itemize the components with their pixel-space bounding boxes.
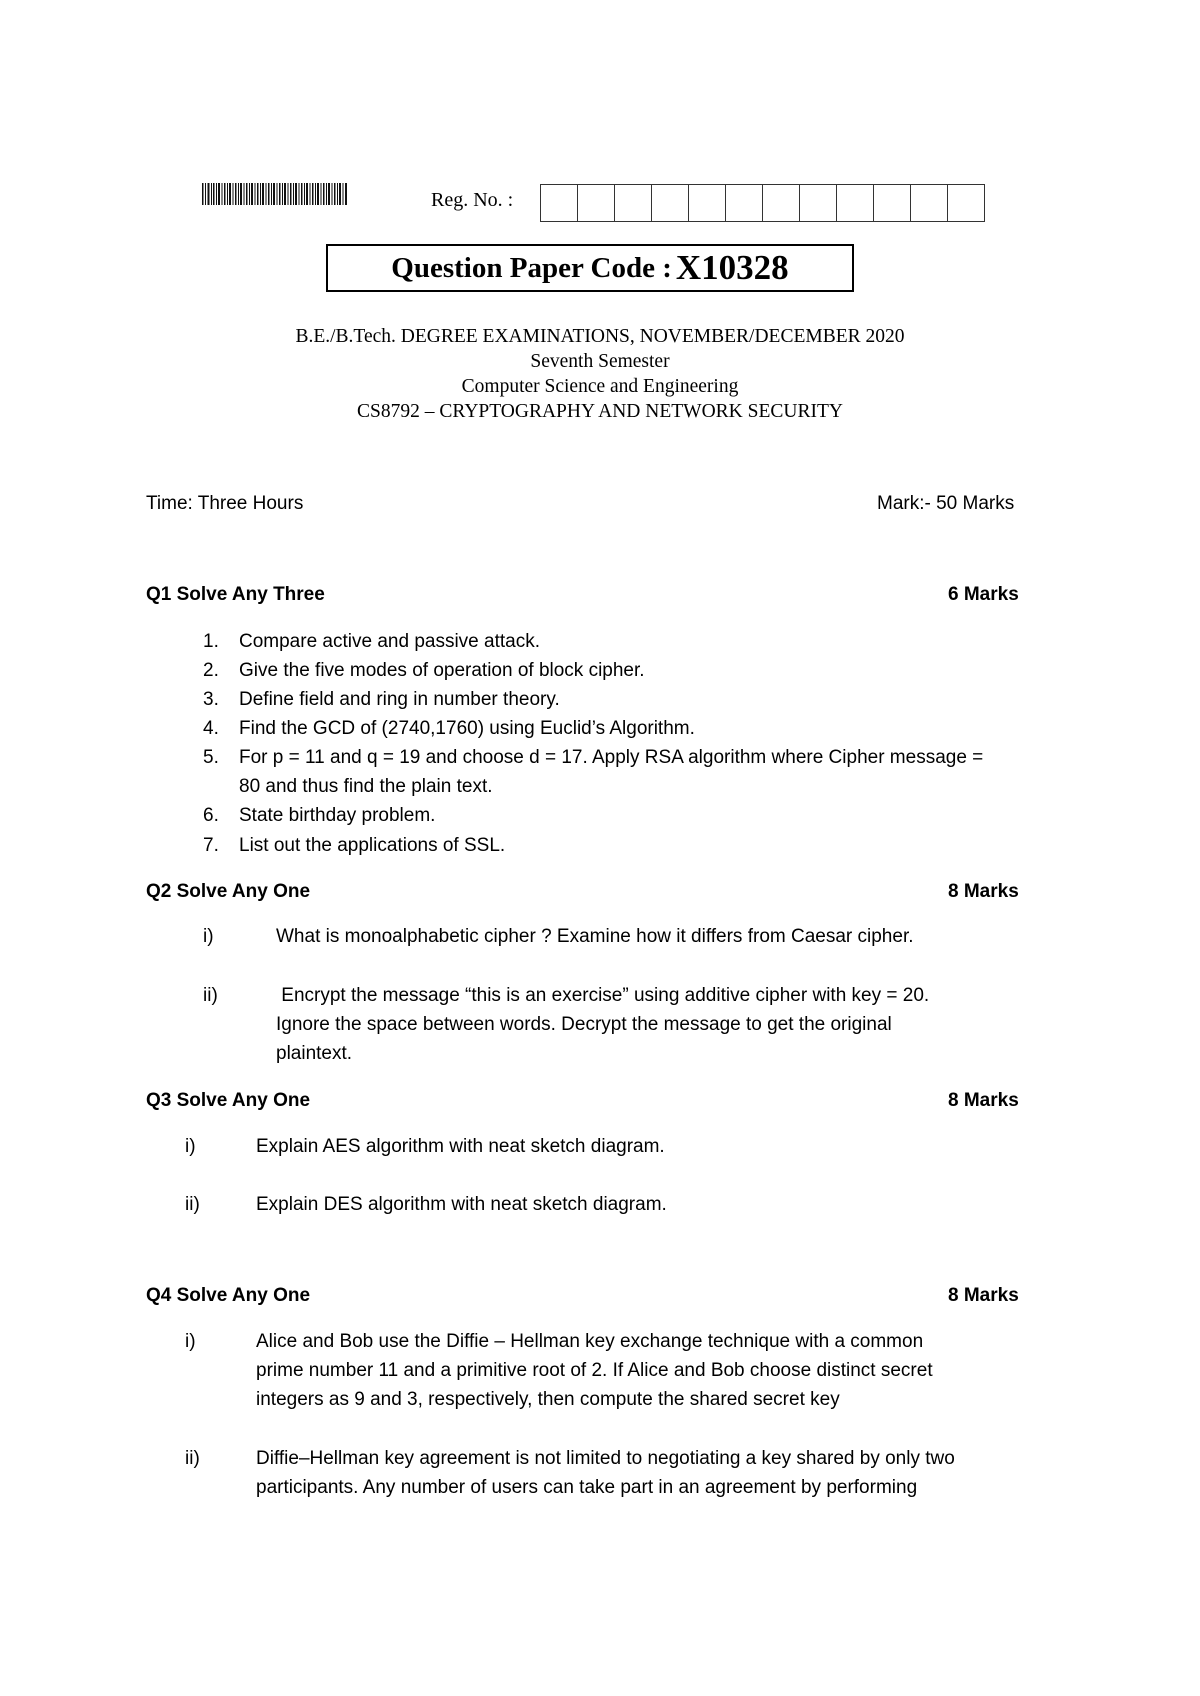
list-item: Give the five modes of operation of block cipher. xyxy=(239,660,645,681)
q3-title: Q3 Solve Any One xyxy=(146,1090,311,1111)
list-item-number: 4. xyxy=(203,718,219,739)
total-marks-label: Mark:- 50 Marks xyxy=(877,493,1015,514)
reg-no-digit-box[interactable] xyxy=(689,185,726,221)
reg-no-label: Reg. No. : xyxy=(431,189,514,211)
question-paper-code-box xyxy=(326,244,854,292)
sub-question-number: ii) xyxy=(185,1448,200,1469)
sub-question-text: Explain AES algorithm with neat sketch diagram. xyxy=(256,1136,665,1157)
sub-question-text: prime number 11 and a primitive root of 2. If Alice and Bob choose distinct secret xyxy=(256,1360,933,1381)
reg-no-digit-box[interactable] xyxy=(615,185,652,221)
reg-no-digit-box[interactable] xyxy=(874,185,911,221)
list-item-continued: 80 and thus find the plain text. xyxy=(239,776,493,797)
q3-marks: 8 Marks xyxy=(948,1090,1019,1111)
reg-no-boxes[interactable] xyxy=(540,184,985,222)
reg-no-digit-box[interactable] xyxy=(911,185,948,221)
q4-marks: 8 Marks xyxy=(948,1285,1019,1306)
list-item-number: 7. xyxy=(203,835,219,856)
sub-question-text: Ignore the space between words. Decrypt the message to get the original xyxy=(276,1014,892,1035)
sub-question-text: plaintext. xyxy=(276,1043,353,1064)
list-item-number: 2. xyxy=(203,660,219,681)
list-item-number: 5. xyxy=(203,747,219,768)
reg-no-digit-box[interactable] xyxy=(726,185,763,221)
sub-question-number: i) xyxy=(185,1331,196,1352)
q2-marks: 8 Marks xyxy=(948,881,1019,902)
semester: Seventh Semester xyxy=(530,351,670,372)
qp-code-value: X10328 xyxy=(675,248,789,287)
sub-question-text: participants. Any number of users can take part in an agreement by performing xyxy=(256,1477,918,1498)
q4-title: Q4 Solve Any One xyxy=(146,1285,311,1306)
list-item: Compare active and passive attack. xyxy=(239,631,540,652)
reg-no-digit-box[interactable] xyxy=(652,185,689,221)
qp-code-label: Question Paper Code : xyxy=(391,251,672,284)
sub-question-text: Encrypt the message “this is an exercise” using additive cipher with key = 20. xyxy=(276,985,930,1006)
list-item: List out the applications of SSL. xyxy=(239,835,506,856)
sub-question-number: i) xyxy=(203,926,214,947)
reg-no-digit-box[interactable] xyxy=(578,185,615,221)
exam-title: B.E./B.Tech. DEGREE EXAMINATIONS, NOVEMBER/DECEMBER 2020 xyxy=(295,326,905,347)
sub-question-text: Diffie–Hellman key agreement is not limited to negotiating a key shared by only two xyxy=(256,1448,955,1469)
q2-title: Q2 Solve Any One xyxy=(146,881,311,902)
reg-no-digit-box[interactable] xyxy=(948,185,985,221)
sub-question-number: ii) xyxy=(203,985,218,1006)
barcode-image xyxy=(202,183,347,205)
list-item: Find the GCD of (2740,1760) using Euclid’s Algorithm. xyxy=(239,718,695,739)
course-title: CS8792 – CRYPTOGRAPHY AND NETWORK SECURITY xyxy=(357,401,843,422)
reg-no-digit-box[interactable] xyxy=(800,185,837,221)
sub-question-text: Alice and Bob use the Diffie – Hellman key exchange technique with a common xyxy=(256,1331,924,1352)
list-item-number: 1. xyxy=(203,631,219,652)
time-label: Time: Three Hours xyxy=(146,493,304,514)
reg-no-digit-box[interactable] xyxy=(837,185,874,221)
sub-question-number: i) xyxy=(185,1136,196,1157)
list-item-number: 6. xyxy=(203,805,219,826)
sub-question-number: ii) xyxy=(185,1194,200,1215)
list-item: State birthday problem. xyxy=(239,805,436,826)
q1-marks: 6 Marks xyxy=(948,584,1019,605)
q1-title: Q1 Solve Any Three xyxy=(146,584,325,605)
list-item: Define field and ring in number theory. xyxy=(239,689,560,710)
sub-question-text: Explain DES algorithm with neat sketch diagram. xyxy=(256,1194,667,1215)
list-item-number: 3. xyxy=(203,689,219,710)
department: Computer Science and Engineering xyxy=(461,376,739,397)
reg-no-digit-box[interactable] xyxy=(763,185,800,221)
list-item: For p = 11 and q = 19 and choose d = 17. Apply RSA algorithm where Cipher message = xyxy=(239,747,984,768)
sub-question-text: What is monoalphabetic cipher ? Examine how it differs from Caesar cipher. xyxy=(276,926,914,947)
reg-no-digit-box[interactable] xyxy=(541,185,578,221)
sub-question-text: integers as 9 and 3, respectively, then compute the shared secret key xyxy=(256,1389,840,1410)
